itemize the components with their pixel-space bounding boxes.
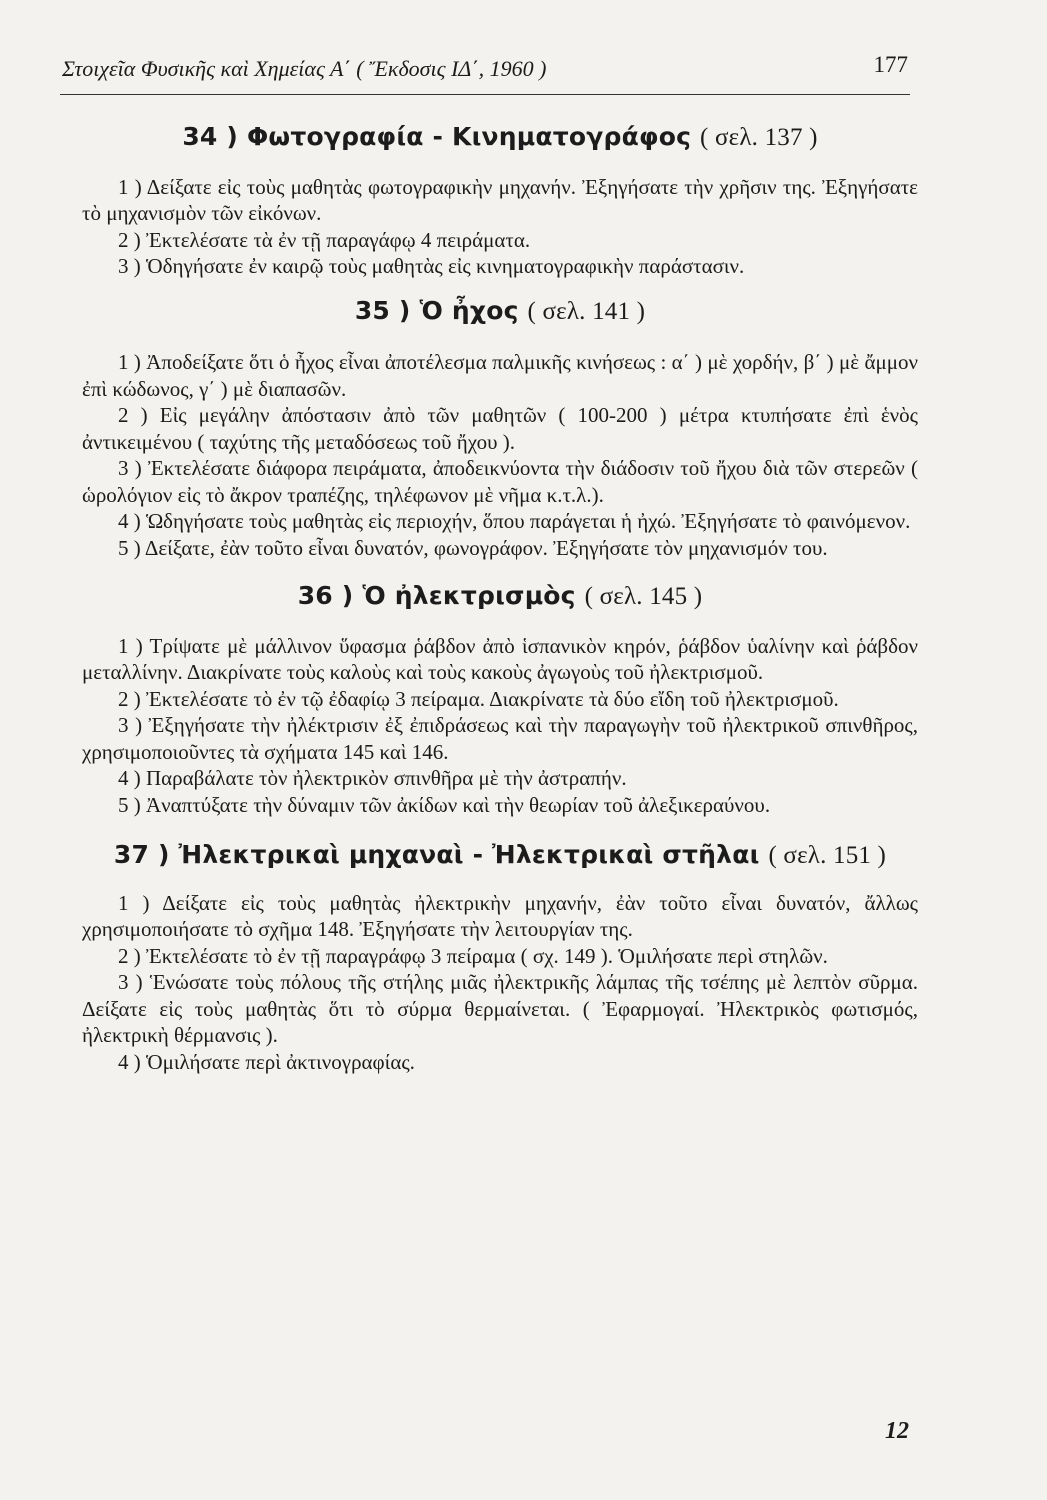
exercise-item: 4 ) Παραβάλατε τὸν ἠλεκτρικὸν σπινθῆρα μὲ τὴν ἀστραπήν. (118, 766, 627, 790)
section-36 (82, 583, 918, 818)
exercise-item: 2 ) Εἰς μεγάλην ἀπόστασιν ἀπὸ τῶν μαθητῶν ( 100-200 ) μέτρα κτυπήσατε ἐπὶ ἑνὸς ἀντικειμένου ( ταχύτης τῆς μεταδόσεως τοῦ ἤχου ). (82, 403, 918, 454)
section-34 (82, 124, 918, 280)
exercise-item: 1 ) Ἀποδείξατε ὅτι ὁ ἦχος εἶναι ἀποτέλεσμα παλμικῆς κινήσεως : α΄ ) μὲ χορδήν, β΄ ) μὲ ἄμμον ἐπὶ κώδωνος, γ΄ ) μὲ διαπασῶν. (82, 350, 918, 401)
exercise-item: 2 ) Ἐκτελέσατε τὸ ἐν τῇ παραγράφῳ 3 πείραμα ( σχ. 149 ). Ὁμιλήσατε περὶ στηλῶν. (118, 943, 828, 968)
section-heading (82, 583, 918, 611)
header-rule (60, 94, 910, 95)
section-37 (82, 842, 918, 1075)
section-title: 34 ) Φωτογραφία - Κινηματογράφος (182, 122, 692, 151)
exercise-item: 5 ) Δείξατε, ἐὰν τοῦτο εἶναι δυνατόν, φωνογράφον. Ἐξηγήσατε τὸν μηχανισμόν του. (118, 535, 828, 560)
page-reference: ( σελ. 151 ) (768, 842, 887, 869)
page-reference: ( σελ. 137 ) (700, 124, 818, 151)
exercise-item: 3 ) Ἐξηγήσατε τὴν ἠλέκτρισιν ἐξ ἐπιδράσεως καὶ τὴν παραγωγὴν τοῦ ἠλεκτρικοῦ σπινθῆρος, χρησιμοποιοῦντες τὰ σχήματα 145 καὶ 146. (82, 713, 918, 764)
exercise-item: 1 ) Δείξατε εἰς τοὺς μαθητὰς ἠλεκτρικὴν μηχανήν, ἐὰν τοῦτο εἶναι δυνατόν, ἄλλως χρησιμοποιήσατε τὸ σχῆμα 148. Ἐξηγήσατε τὴν λειτουργίαν της. (82, 890, 918, 941)
section-title: 36 ) Ὁ ἠλεκτρισμὸς (297, 581, 576, 610)
exercise-item: 2 ) Ἐκτελέσατε τὸ ἐν τῷ ἐδαφίῳ 3 πείραμα. Διακρίνατε τὰ δύο εἴδη τοῦ ἠλεκτρισμοῦ. (118, 686, 839, 711)
page-reference: ( σελ. 141 ) (527, 297, 646, 325)
section-title: 35 ) Ὁ ἦχος (354, 295, 519, 325)
exercise-item: 3 ) Ἐκτελέσατε διάφορα πειράματα, ἀποδεικνύοντα τὴν διάδοσιν τοῦ ἤχου διὰ τῶν στερεῶν ( ὡρολόγιον εἰς τὸ ἄκρον τραπέζης, τηλέφωνον μὲ νῆμα κ.τ.λ.). (82, 456, 918, 507)
exercise-item: 1 ) Τρίψατε μὲ μάλλινον ὕφασμα ῥάβδον ἀπὸ ἱσπανικὸν κηρόν, ῥάβδον ὑαλίνην καὶ ῥάβδον μεταλλίνην. Διακρίνατε τοὺς καλοὺς καὶ τοὺς κακοὺς ἀγωγοὺς τοῦ ἠλεκτρισμοῦ. (82, 633, 918, 684)
exercise-item: 4 ) Ὁμιλήσατε περὶ ἀκτινογραφίας. (118, 1049, 415, 1074)
exercise-item: 5 ) Ἀναπτύξατε τὴν δύναμιν τῶν ἀκίδων καὶ τὴν θεωρίαν τοῦ ἀλεξικεραύνου. (118, 792, 771, 817)
section-title: 37 ) Ἠλεκτρικαὶ μηχαναὶ - Ἠλεκτρικαὶ στῆλαι (113, 840, 760, 869)
page-number: 177 (873, 52, 908, 77)
exercise-item: 4 ) Ὡδηγήσατε τοὺς μαθητὰς εἰς περιοχήν, ὅπου παράγεται ἡ ἠχώ. Ἐξηγήσατε τὸ φαινόμενον. (118, 509, 911, 533)
section-heading (82, 295, 918, 326)
running-head-title: Στοιχεῖα Φυσικῆς καὶ Χημείας Α΄ ( Ἔκδοσις ΙΔ΄, 1960 ) (62, 56, 547, 81)
section-35 (82, 295, 918, 562)
exercise-item: 3 ) Ὁδηγήσατε ἐν καιρῷ τοὺς μαθητὰς εἰς κινηματογραφικὴν παράστασιν. (118, 254, 745, 278)
page-body (82, 120, 918, 1075)
exercise-item: 2 ) Ἐκτελέσατε τὰ ἐν τῇ παραγάφῳ 4 πειράματα. (118, 227, 531, 252)
section-heading (82, 124, 918, 152)
running-head (62, 52, 908, 82)
exercise-item: 3 ) Ἑνώσατε τοὺς πόλους τῆς στήλης μιᾶς ἠλεκτρικῆς λάμπας τῆς τσέπης μὲ λεπτὸν σῦρμα. Δείξατε εἰς τοὺς μαθητὰς ὅτι τὸ σύρμα θερμαίνεται. ( Ἐφαρμογαί. Ἠλεκτρικὸς φωτισμός, ἠλεκτρικὴ θέρμανσις ). (82, 970, 918, 1047)
page-reference: ( σελ. 145 ) (584, 583, 703, 610)
signature-number: 12 (885, 1418, 909, 1444)
exercise-item: 1 ) Δείξατε εἰς τοὺς μαθητὰς φωτογραφικὴν μηχανήν. Ἐξηγήσατε τὴν χρῆσιν της. Ἐξηγήσατε τὸ μηχανισμὸν τῶν εἰκόνων. (82, 174, 918, 225)
section-heading (82, 842, 918, 870)
